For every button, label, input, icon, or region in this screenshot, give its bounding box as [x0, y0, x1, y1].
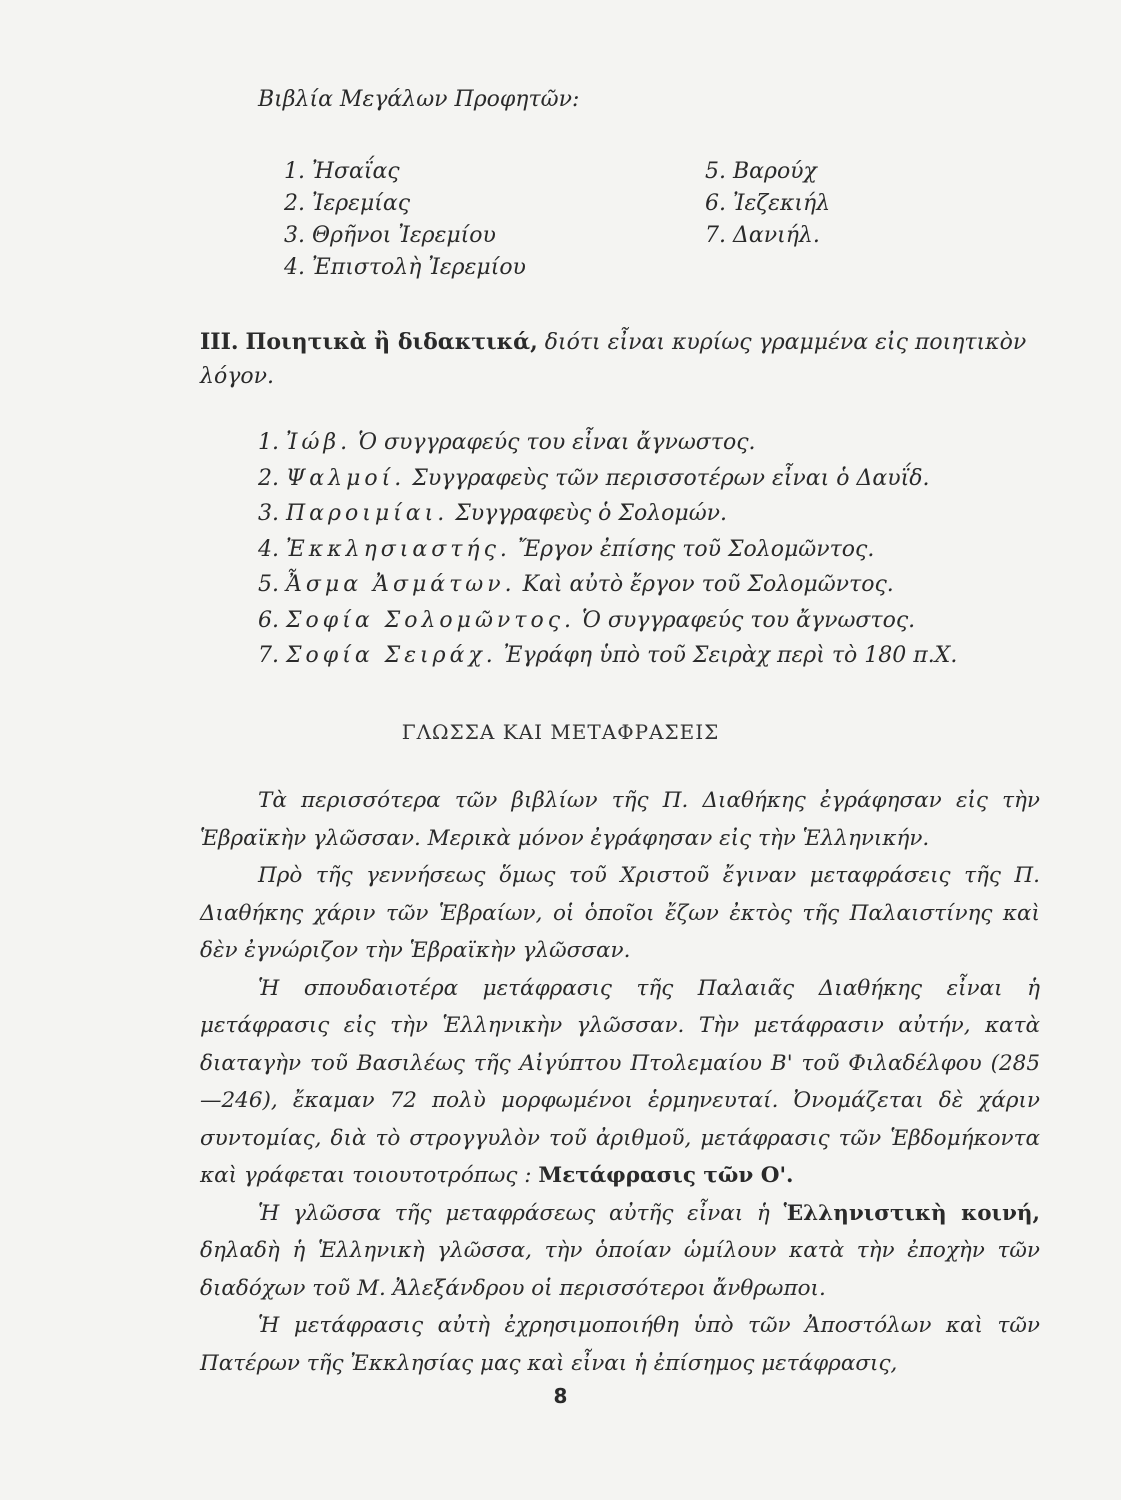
list-item: 7. Δανιήλ.: [705, 223, 820, 248]
major-prophets-heading: Βιβλία Μεγάλων Προφητῶν:: [258, 87, 580, 112]
list-item: 3. Παροιμίαι. Συγγραφεὺς ὁ Σολομών.: [258, 501, 727, 526]
book-name: Ἐκκλησιαστής.: [286, 536, 511, 562]
body-text: [200, 782, 1040, 1382]
poetic-books-description: διότι εἶναι κυρίως γραμμένα εἰς ποιητικὸν λόγον.: [200, 330, 1027, 389]
poetic-books-list: [258, 425, 957, 674]
book-name: Ἆσμα Ἀσμάτων.: [286, 572, 516, 597]
paragraph: Ἡ μετάφρασις αὐτὴ ἐχρησιμοποιήθη ὑπὸ τῶν Ἀποστόλων καὶ τῶν Πατέρων τῆς Ἐκκλησίας μας καὶ εἶναι ἡ ἐπίσημος μετάφρασις,: [200, 1313, 1040, 1376]
list-item: 6. Σοφία Σολομῶντος. Ὁ συγγραφεύς του ἄγνωστος.: [258, 607, 916, 633]
paragraph: Ἡ γλῶσσα τῆς μεταφράσεως αὐτῆς εἶναι ἡ Ἑλληνιστικὴ κοινή, δηλαδὴ ἡ Ἑλληνικὴ γλῶσσα, τὴν ὁποίαν ὡμίλουν κατὰ τὴν ἐποχὴν τῶν διαδόχων τοῦ Μ. Ἀλεξάνδρου οἱ περισσότεροι ἄνθρωποι.: [200, 1200, 1040, 1301]
section-numeral: III.: [200, 329, 239, 355]
list-item: 7. Σοφία Σειράχ. Ἐγράφη ὑπὸ τοῦ Σειρὰχ περὶ τὸ 180 π.Χ.: [258, 643, 958, 668]
list-item: 1. Ἰώβ. Ὁ συγγραφεύς του εἶναι ἄγνωστος.: [258, 430, 756, 455]
list-item: 5. Ἆσμα Ἀσμάτων. Καὶ αὐτὸ ἔργον τοῦ Σολομῶντος.: [258, 572, 894, 597]
list-item: 2. Ψαλμοί. Συγγραφεὺς τῶν περισσοτέρων εἶναι ὁ Δαυΐδ.: [258, 465, 930, 491]
paragraph: Πρὸ τῆς γεννήσεως ὅμως τοῦ Χριστοῦ ἔγιναν μεταφράσεις τῆς Π. Διαθήκης χάριν τῶν Ἑβραίων, οἱ ὁποῖοι ἔζων ἐκτὸς τῆς Παλαιστίνης καὶ δὲν ἐγνώριζον τὴν Ἑβραϊκὴν γλῶσσαν.: [200, 863, 1040, 963]
list-item: 5. Βαρούχ: [705, 159, 817, 184]
list-item: 3. Θρῆνοι Ἰερεμίου: [284, 223, 496, 248]
list-item: 6. Ἰεζεκιήλ: [705, 191, 831, 216]
book-name: Ἰώβ.: [286, 430, 352, 455]
section-title: ΓΛΩΣΣΑ ΚΑΙ ΜΕΤΑΦΡΑΣΕΙΣ: [401, 720, 720, 744]
book-name: Σοφία Σολομῶντος.: [286, 607, 576, 633]
paragraph: Ἡ σπουδαιοτέρα μετάφρασις τῆς Παλαιᾶς Διαθήκης εἶναι ἡ μετάφρασις εἰς τὴν Ἑλληνικὴν γλῶσσαν. Τὴν μετάφρασιν αὐτήν, κατὰ διαταγὴν τοῦ Βασιλέως τῆς Αἰγύπτου Πτολεμαίου Β' τοῦ Φιλαδέλφου (285—246), ἔκαμαν 72 πολὺ μορφωμένοι ἑρμηνευταί. Ὀνομάζεται δὲ χάριν συντομίας, διὰ τὸ στρογγυλὸν τοῦ ἀριθμοῦ, μετάφρασις τῶν Ἑβδομήκοντα καὶ γράφεται τοιουτοτρόπως : Μετάφρασις τῶν Ο'.: [200, 975, 1040, 1188]
major-prophets-list-left: [284, 156, 526, 284]
book-name: Ψαλμοί.: [286, 465, 406, 491]
paragraph: Τὰ περισσότερα τῶν βιβλίων τῆς Π. Διαθήκης ἐγράφησαν εἰς τὴν Ἑβραϊκὴν γλῶσσαν. Μερικὰ μόνον ἐγράφησαν εἰς τὴν Ἑλληνικήν.: [200, 788, 1040, 851]
list-item: 2. Ἰερεμίας: [284, 191, 411, 216]
poetic-books-title: Ποιητικὰ ἢ διδακτικά,: [245, 329, 538, 355]
book-name: Παροιμίαι.: [286, 501, 449, 526]
koine-term: Ἑλληνιστικὴ κοινή,: [783, 1200, 1040, 1226]
poetic-books-intro: [200, 325, 1040, 394]
septuagint-abbrev: Μετάφρασις τῶν Ο'.: [538, 1163, 794, 1188]
page-number: 8: [553, 1384, 568, 1408]
book-name: Σοφία Σειράχ.: [286, 643, 497, 668]
list-item: 1. Ἠσαΐας: [284, 159, 400, 184]
list-item: 4. Ἐπιστολὴ Ἰερεμίου: [284, 255, 526, 280]
list-item: 4. Ἐκκλησιαστής. Ἔργον ἐπίσης τοῦ Σολομῶντος.: [258, 536, 875, 562]
major-prophets-list-right: [705, 156, 830, 252]
